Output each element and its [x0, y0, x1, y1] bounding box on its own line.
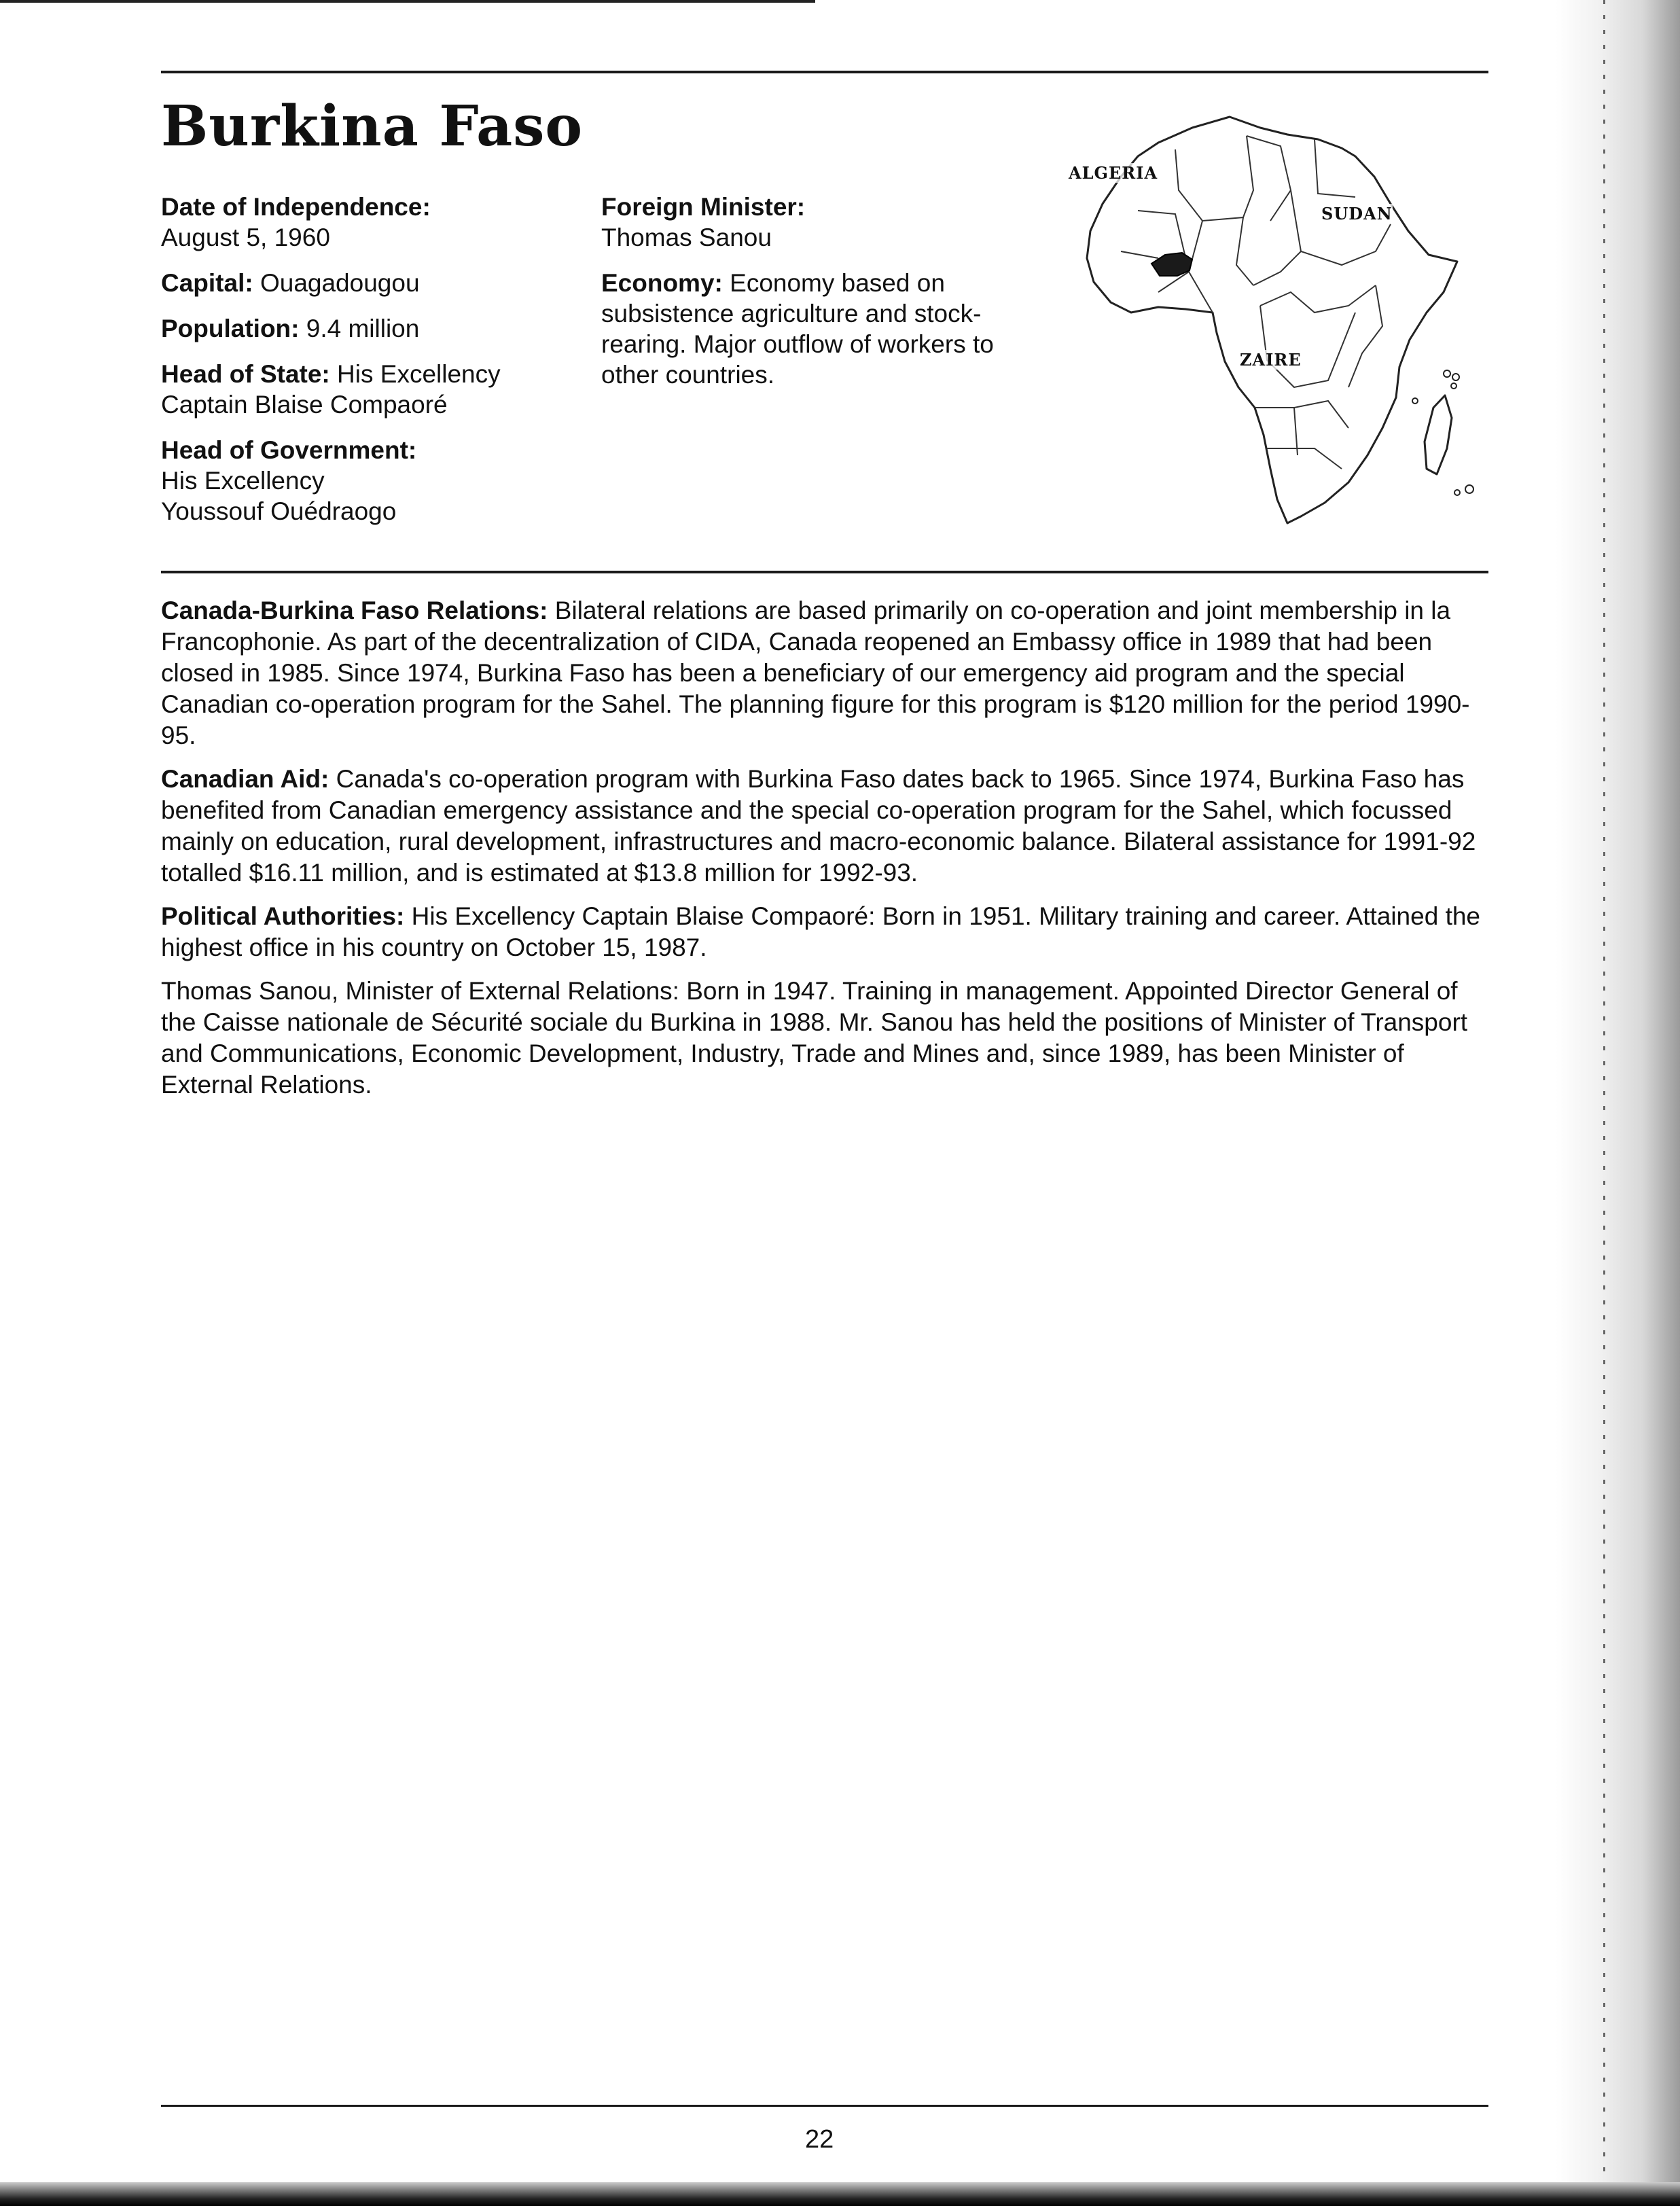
- island-dot: [1454, 490, 1460, 495]
- fact-value: His Excellency: [161, 467, 325, 495]
- fact-head-of-state: [161, 359, 569, 420]
- fact-value-line-2: Youssouf Ouédraogo: [161, 497, 397, 525]
- border-sahel: [1189, 217, 1253, 313]
- fact-label: Economy:: [601, 269, 723, 297]
- fact-value: His Excellency: [337, 360, 501, 388]
- border-egypt-libya: [1315, 139, 1355, 197]
- paragraph-foreign-minister-bio: [161, 976, 1493, 1101]
- border-east: [1348, 285, 1382, 387]
- fact-value: Economy based on subsistence agriculture and stock-rearing. Major outflow of workers to other countries.: [601, 269, 994, 389]
- fact-value: August 5, 1960: [161, 224, 330, 251]
- paragraph-canada-relations: [161, 595, 1493, 751]
- fact-label: Head of State:: [161, 360, 330, 388]
- paragraph-label: Canada-Burkina Faso Relations:: [161, 597, 548, 624]
- country-title: Burkina Faso: [161, 94, 584, 159]
- top-rule: [161, 71, 1488, 73]
- middle-rule: [161, 571, 1488, 573]
- fact-value-line-2: Captain Blaise Compaoré: [161, 391, 448, 419]
- fact-value: Thomas Sanou: [601, 224, 772, 251]
- fact-date-of-independence: [161, 192, 569, 253]
- map-label-algeria: ALGERIA: [1069, 163, 1158, 183]
- island-dot: [1444, 370, 1450, 377]
- paragraph-political-authorities: [161, 901, 1493, 963]
- madagascar: [1425, 395, 1452, 474]
- burkina-faso-highlight: [1151, 253, 1192, 276]
- fact-label: Capital:: [161, 269, 253, 297]
- facts-left-column: [161, 192, 569, 541]
- border-zaire: [1260, 306, 1355, 387]
- fact-label: Foreign Minister:: [601, 193, 806, 221]
- paragraph-text: Thomas Sanou, Minister of External Relations: Born in 1947. Training in management. Appointed Director General of the Caisse nationale de Sécurité sociale du Burkina in 1988. Mr. Sanou has held the positions of Minister of Transport and Communications, Economic Development, Industry, Trade and Mines and, since 1989, has been Minister of External Relations.: [161, 977, 1468, 1099]
- island-dot: [1452, 374, 1459, 380]
- facts-right-column: [601, 192, 1022, 405]
- fact-population: [161, 313, 569, 344]
- body-text: [161, 595, 1493, 1113]
- fact-value: 9.4 million: [306, 315, 420, 342]
- page-number: 22: [805, 2125, 834, 2154]
- map-label-sudan: SUDAN: [1321, 204, 1393, 224]
- island-dot: [1412, 398, 1418, 404]
- fact-label: Date of Independence:: [161, 193, 431, 221]
- fact-capital: [161, 268, 569, 298]
- border-algeria: [1175, 136, 1253, 221]
- paragraph-label: Political Authorities:: [161, 902, 405, 930]
- paragraph-label: Canadian Aid:: [161, 765, 329, 793]
- fact-value: Ouagadougou: [260, 269, 420, 297]
- border-west: [1121, 211, 1189, 292]
- fact-head-of-government: [161, 435, 569, 527]
- fact-label: Head of Government:: [161, 436, 417, 464]
- border-sudan: [1291, 190, 1391, 265]
- paragraph-text: His Excellency Captain Blaise Compaoré: Born in 1951. Military training and career. Attained the highest office in his country on October 15, 1987.: [161, 902, 1481, 961]
- island-dot: [1465, 485, 1473, 493]
- scan-top-edge: [0, 0, 815, 3]
- fact-label: Population:: [161, 315, 300, 342]
- fact-foreign-minister: [601, 192, 1022, 253]
- border-central: [1253, 251, 1376, 313]
- africa-map-drawing: [1056, 88, 1478, 550]
- bottom-rule: [161, 2105, 1488, 2107]
- border-north: [1247, 136, 1291, 221]
- scan-bottom-edge: [0, 2182, 1680, 2206]
- map-label-zaire: ZAIRE: [1240, 350, 1302, 370]
- fact-economy: [601, 268, 1022, 390]
- scan-right-margin: [1556, 0, 1680, 2206]
- africa-map: [1056, 88, 1478, 550]
- paragraph-canadian-aid: [161, 764, 1493, 889]
- paragraph-text: Canada's co-operation program with Burkina Faso dates back to 1965. Since 1974, Burkina Faso has benefited from Canadian emergency assistance and the special co-operation program for the Sahel, which focussed mainly on education, rural development, infrastructures and macro-economic balance. Bilateral assistance for 1991-92 totalled $16.11 million, and is estimated at $13.8 million for 1992-93.: [161, 765, 1476, 887]
- paragraph-text: Bilateral relations are based primarily on co-operation and joint membership in la Francophonie. As part of the decentralization of CIDA, Canada reopened an Embassy office in 1989 that had been closed in 1985. Since 1974, Burkina Faso has been a beneficiary of our emergency aid program and the special Canadian co-operation program for the Sahel. The planning figure for this program is $120 million for the period 1990-95.: [161, 597, 1470, 749]
- island-dot: [1451, 383, 1456, 389]
